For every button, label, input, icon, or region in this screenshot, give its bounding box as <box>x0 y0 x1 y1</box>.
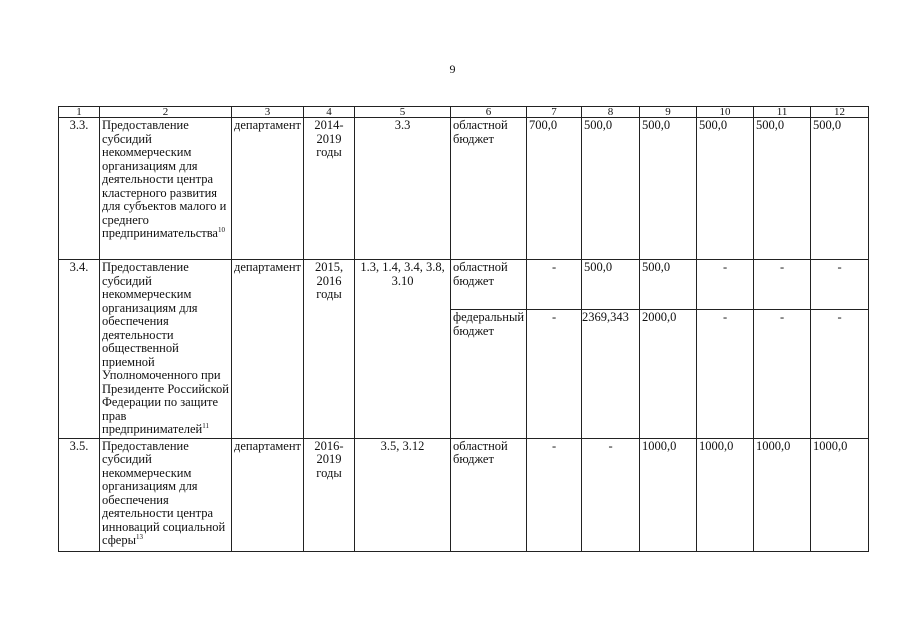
amount-cell: 1000,0 <box>640 438 697 551</box>
measure-title-text: Предоставление субсидий некоммерческим организациям для обеспечения деятельности центра инноваций социальной сферы <box>102 438 226 547</box>
amount-cell: - <box>811 260 869 310</box>
amount-cell: - <box>527 438 582 551</box>
amount-cell: 1000,0 <box>754 438 811 551</box>
column-number-row <box>59 107 869 118</box>
amount-cell: - <box>697 310 754 438</box>
column-number: 9 <box>640 107 697 118</box>
column-number: 11 <box>754 107 811 118</box>
column-number: 12 <box>811 107 869 118</box>
measure-title <box>100 438 232 551</box>
amount-cell: - <box>697 260 754 310</box>
row-number: 3.5. <box>59 438 100 551</box>
amount-cell: 500,0 <box>697 118 754 260</box>
amount-cell: - <box>811 310 869 438</box>
column-number: 7 <box>527 107 582 118</box>
executor: департамент <box>232 438 304 551</box>
funding-source: областной бюджет <box>451 118 527 260</box>
executor: департамент <box>232 118 304 260</box>
amount-cell: 1000,0 <box>811 438 869 551</box>
page-number: 9 <box>449 62 456 76</box>
amount-cell: - <box>582 438 640 551</box>
footnote-mark: 13 <box>136 532 143 541</box>
years: 2015, 2016 годы <box>304 260 355 439</box>
amount-cell: 500,0 <box>640 118 697 260</box>
indicators: 3.5, 3.12 <box>355 438 451 551</box>
indicators: 3.3 <box>355 118 451 260</box>
column-number: 6 <box>451 107 527 118</box>
amount-cell: 700,0 <box>527 118 582 260</box>
column-number: 1 <box>59 107 100 118</box>
table-row <box>59 438 869 551</box>
measure-title-text: Предоставление субсидий некоммерческим организациям для деятельности центра кластерного развития для субъектов малого и среднего предпринимательства <box>102 118 227 240</box>
amount-cell: - <box>527 310 582 438</box>
column-number: 10 <box>697 107 754 118</box>
row-number: 3.3. <box>59 118 100 260</box>
column-number: 4 <box>304 107 355 118</box>
table-row <box>59 118 869 260</box>
amount-cell: - <box>527 260 582 310</box>
amount-cell: 500,0 <box>754 118 811 260</box>
amount-cell: 2369,343 <box>582 310 640 438</box>
years: 2016-2019 годы <box>304 438 355 551</box>
column-number: 5 <box>355 107 451 118</box>
amount-cell: 1000,0 <box>697 438 754 551</box>
amount-cell: 500,0 <box>640 260 697 310</box>
column-number: 8 <box>582 107 640 118</box>
funding-source: областной бюджет <box>451 438 527 551</box>
amount-cell: 500,0 <box>811 118 869 260</box>
amount-cell: 500,0 <box>582 260 640 310</box>
table-row <box>59 260 869 310</box>
amount-cell: - <box>754 310 811 438</box>
amount-cell: 2000,0 <box>640 310 697 438</box>
footnote-mark: 10 <box>218 225 225 234</box>
funding-source: федеральный бюджет <box>451 310 527 438</box>
row-number: 3.4. <box>59 260 100 439</box>
program-table <box>58 106 869 552</box>
column-number: 3 <box>232 107 304 118</box>
column-number: 2 <box>100 107 232 118</box>
executor: департамент <box>232 260 304 439</box>
funding-source: областной бюджет <box>451 260 527 310</box>
measure-title <box>100 260 232 439</box>
amount-cell: - <box>754 260 811 310</box>
footnote-mark: 11 <box>202 421 209 430</box>
amount-cell: 500,0 <box>582 118 640 260</box>
measure-title <box>100 118 232 260</box>
years: 2014-2019 годы <box>304 118 355 260</box>
indicators: 1.3, 1.4, 3.4, 3.8, 3.10 <box>355 260 451 439</box>
measure-title-text: Предоставление субсидий некоммерческим организациям для обеспечения деятельности общественной приемной Уполномоченного при Президенте Российской Федерации по защите прав предпринимателей <box>102 260 229 436</box>
